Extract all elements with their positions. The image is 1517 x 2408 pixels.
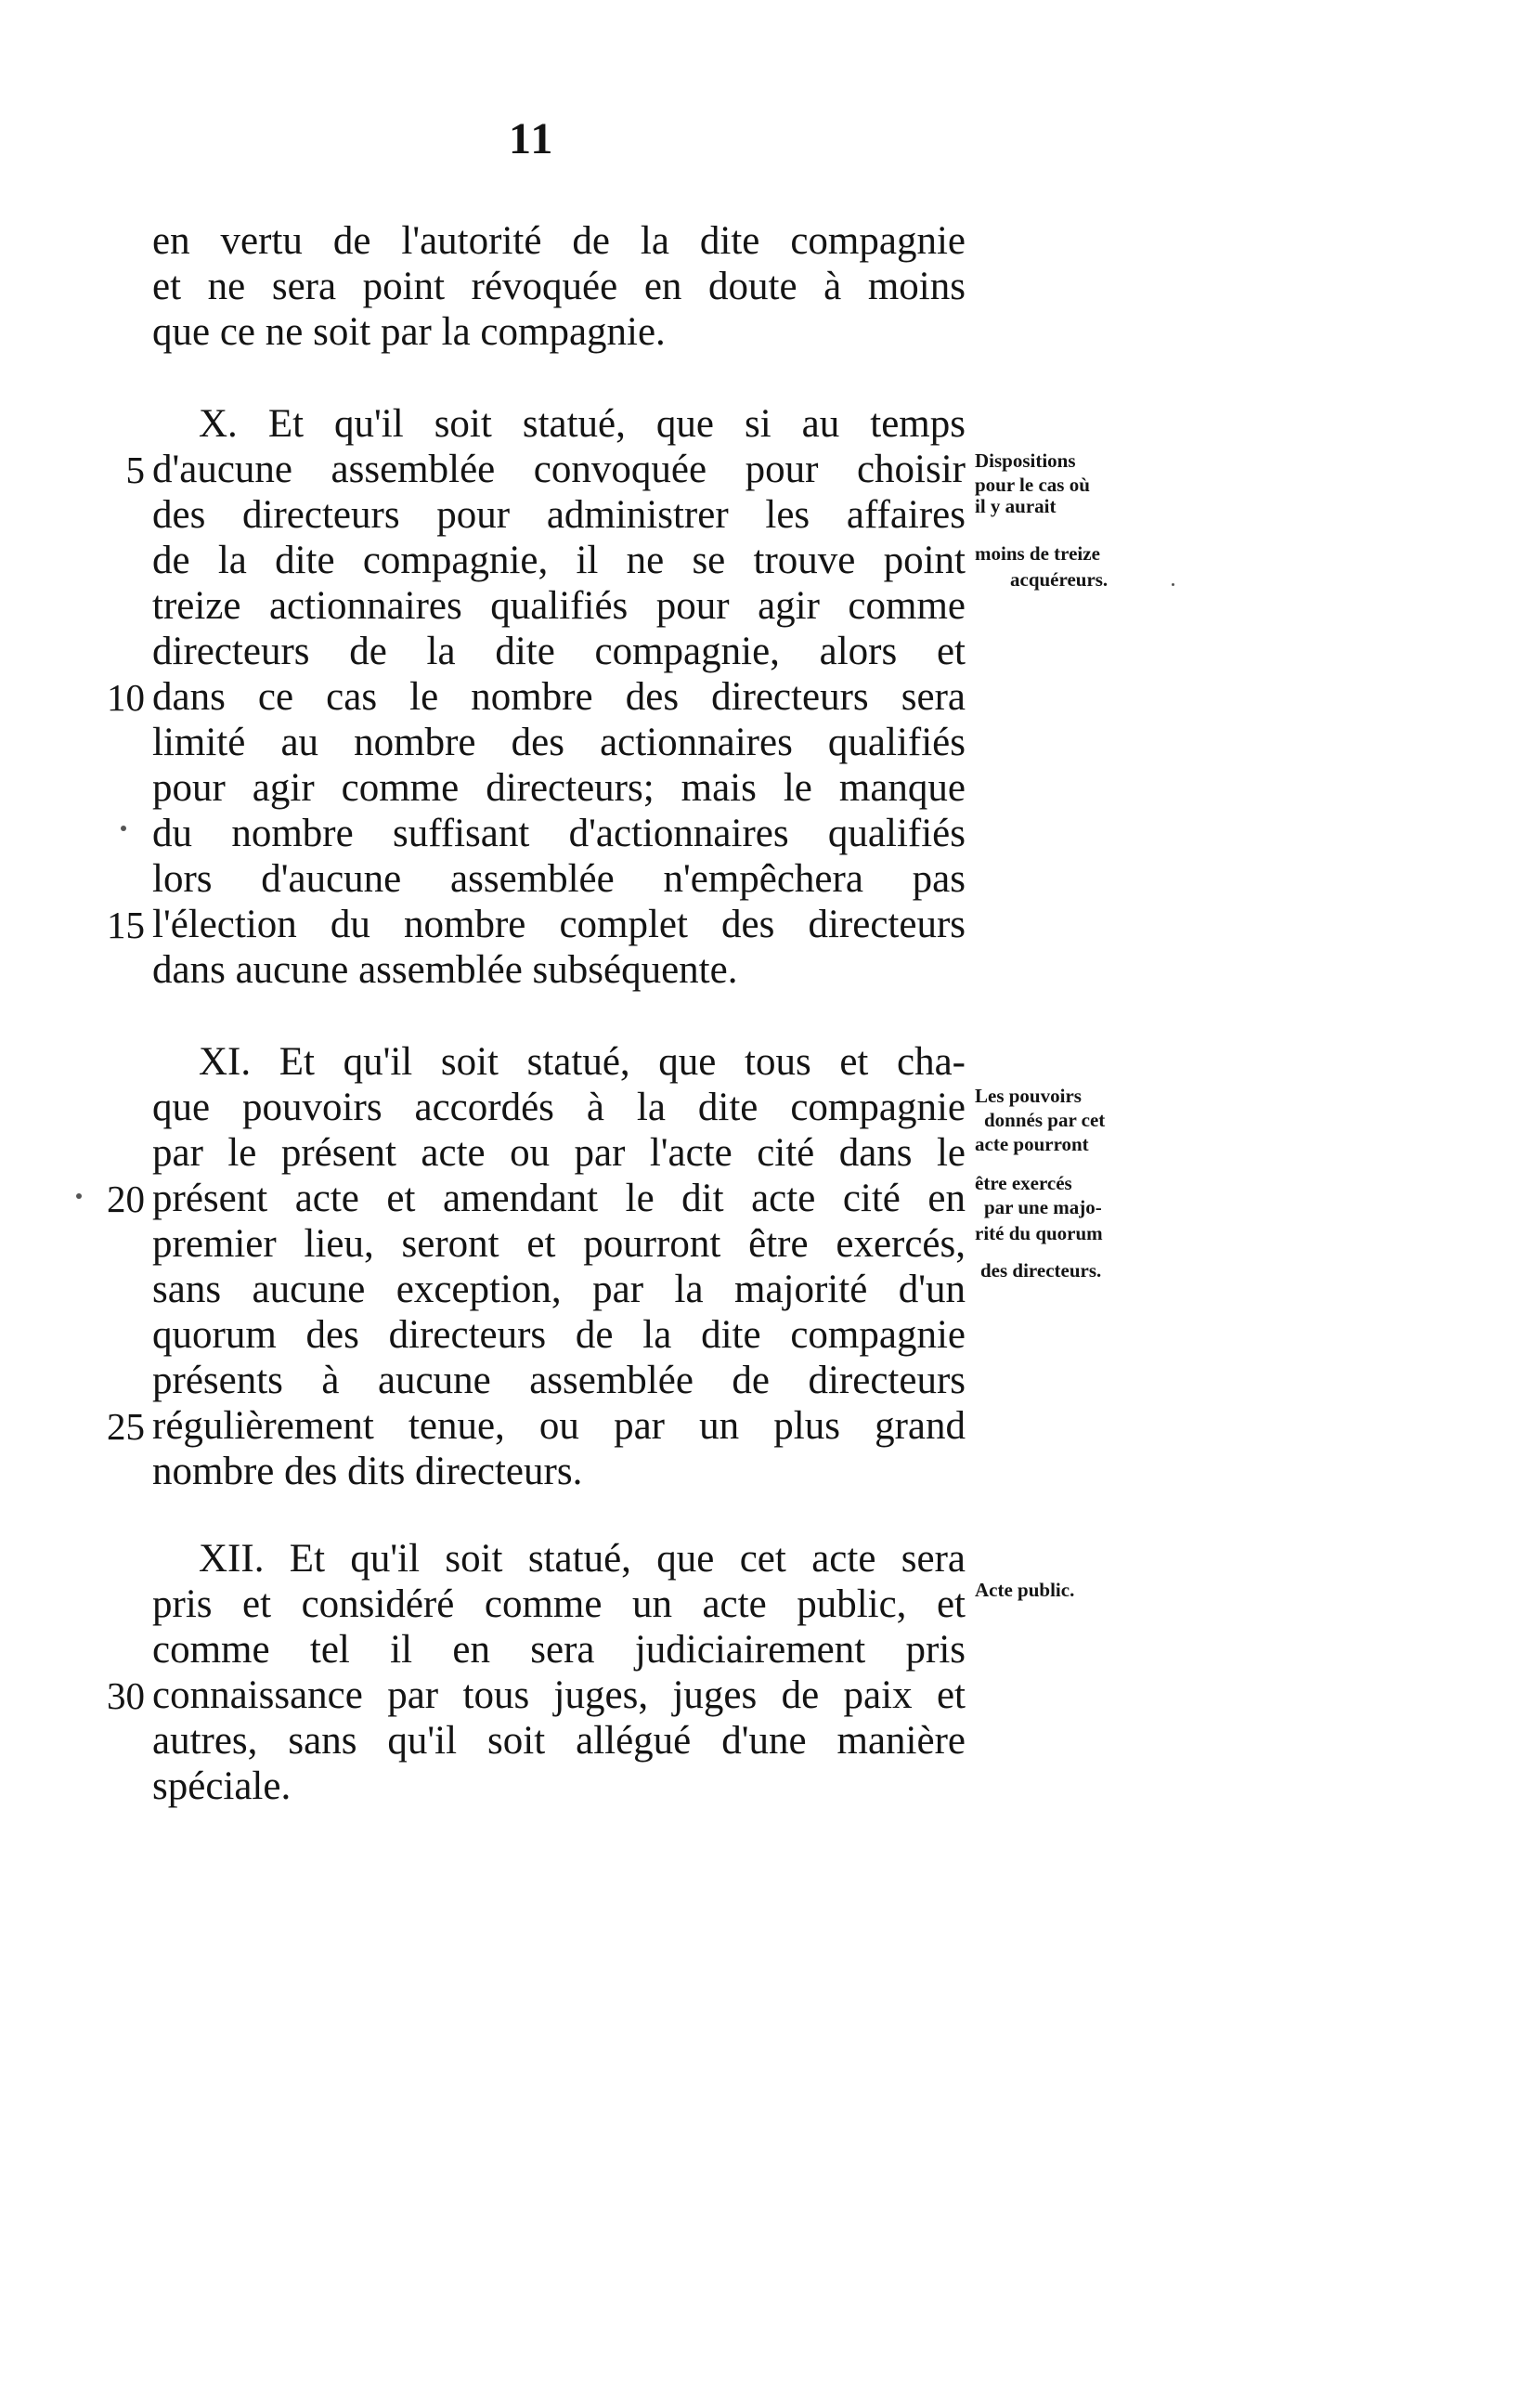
margin-note-line: Acte public. — [975, 1579, 1075, 1601]
margin-note-line: moins de treize — [975, 542, 1100, 565]
margin-note-line: Dispositions — [975, 449, 1076, 472]
text-line: quorum des directeurs de la dite compagnie — [152, 1313, 966, 1357]
text-line: directeurs de la dite compagnie, alors et — [152, 630, 966, 673]
text-line: nombre des dits directeurs. — [152, 1450, 583, 1493]
print-speck — [1172, 583, 1174, 586]
text-line: comme tel il en sera judiciairement pris — [152, 1628, 966, 1672]
text-line: dans ce cas le nombre des directeurs sera — [152, 675, 966, 719]
line-number: 15 — [107, 904, 145, 946]
margin-note-line: des directeurs. — [980, 1259, 1102, 1282]
line-number: 25 — [107, 1405, 145, 1448]
text-line: connaissance par tous juges, juges de paix et — [152, 1673, 966, 1717]
text-line: lors d'aucune assemblée n'empêchera pas — [152, 857, 966, 901]
text-line: l'élection du nombre complet des directeurs — [152, 903, 966, 946]
text-line: treize actionnaires qualifiés pour agir comme — [152, 584, 966, 628]
text-line: premier lieu, seront et pourront être exercés, — [152, 1222, 966, 1266]
text-line: que ce ne soit par la compagnie. — [152, 310, 666, 354]
text-line: en vertu de l'autorité de la dite compagnie — [152, 219, 966, 263]
print-speck — [76, 1193, 82, 1199]
text-line: pris et considéré comme un acte public, et — [152, 1582, 966, 1626]
margin-note-line: par une majo- — [984, 1196, 1102, 1218]
section-heading-line: XI. Et qu'il soit statué, que tous et cha- — [199, 1040, 966, 1084]
page-number: 11 — [509, 114, 555, 163]
margin-note-line: rité du quorum — [975, 1222, 1103, 1244]
line-number: 20 — [107, 1178, 145, 1220]
text-line: que pouvoirs accordés à la dite compagnie — [152, 1086, 966, 1129]
text-line: des directeurs pour administrer les affaires — [152, 493, 966, 537]
text-line: dans aucune assemblée subséquente. — [152, 948, 738, 992]
margin-note-line: Les pouvoirs — [975, 1085, 1082, 1107]
text-line: spéciale. — [152, 1764, 292, 1808]
print-speck — [121, 826, 126, 831]
line-number: 10 — [107, 676, 145, 719]
section-heading-line: XII. Et qu'il soit statué, que cet acte sera — [199, 1537, 966, 1581]
text-line: et ne sera point révoquée en doute à moins — [152, 265, 966, 308]
text-line: sans aucune exception, par la majorité d'un — [152, 1268, 966, 1311]
section-heading-line: X. Et qu'il soit statué, que si au temps — [199, 402, 966, 446]
text-line: présent acte et amendant le dit acte cité en — [152, 1177, 966, 1220]
line-number: 30 — [107, 1674, 145, 1717]
text-line: d'aucune assemblée convoquée pour choisir — [152, 448, 966, 491]
margin-note-line: donnés par cet — [984, 1109, 1106, 1131]
line-number: 5 — [125, 449, 145, 491]
text-line: régulièrement tenue, ou par un plus grand — [152, 1404, 966, 1448]
text-line: par le présent acte ou par l'acte cité dans le — [152, 1131, 966, 1175]
margin-note-line: acquéreurs. — [1010, 568, 1109, 591]
text-line: limité au nombre des actionnaires qualifiés — [152, 721, 966, 764]
text-line: autres, sans qu'il soit allégué d'une manière — [152, 1719, 966, 1763]
text-line: présents à aucune assemblée de directeurs — [152, 1359, 966, 1402]
text-line: du nombre suffisant d'actionnaires qualifiés — [152, 812, 966, 855]
margin-note-line: pour le cas où — [975, 474, 1090, 496]
margin-note-line: acte pourront — [975, 1133, 1089, 1155]
margin-note-line: il y aurait — [975, 495, 1057, 517]
margin-note-line: être exercés — [975, 1172, 1072, 1194]
text-line: pour agir comme directeurs; mais le manque — [152, 766, 966, 810]
text-line: de la dite compagnie, il ne se trouve point — [152, 539, 966, 582]
